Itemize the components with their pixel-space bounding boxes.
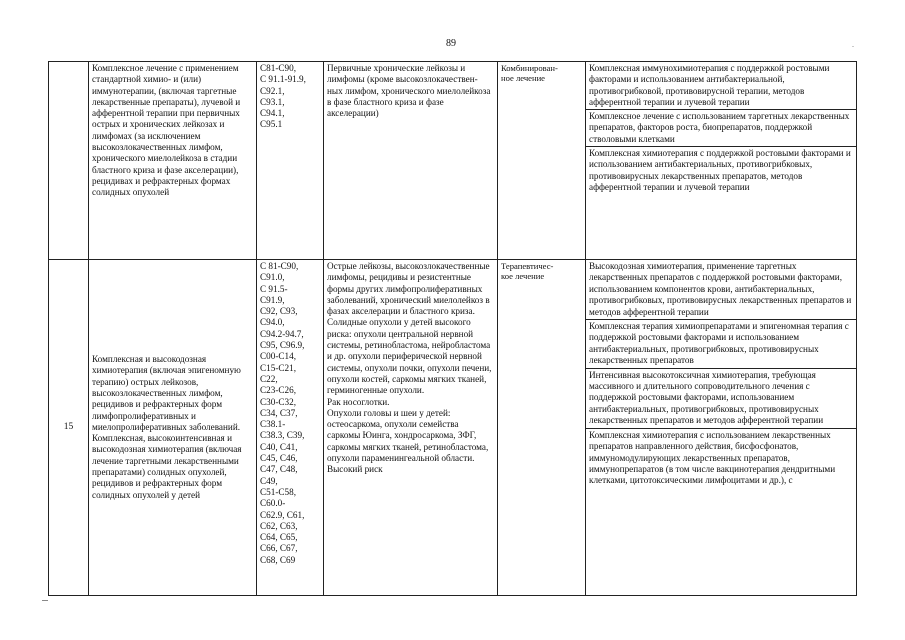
treatment-method: Комплексное лечение с использованием таргетных лекарственных препаратов, факторов роста, биопрепаратов, поддержкой стволовыми клетками	[586, 110, 856, 147]
disease-model: Первичные хронические лейкозы и лимфомы (кроме высокозлокачествен- ных лимфом, хронического миелолейкоза в фазе бластного криза и фазе акселерации)	[324, 62, 498, 260]
treatment-method: Комплексная химиотерапия с использованием лекарственных препаратов направленного действия, бисфосфонатов, иммуномодулирующих лекарственных препаратов, иммунопрепаратов (в том числе вакцинотерапия дендритными клетками, цитотоксическими лимфоцитами и др.), с	[589, 429, 836, 486]
treatment-method: Комплексная химиотерапия с поддержкой ростовыми факторами и использованием антибактериальных, противогрибковых, противовирусных лекарственных препаратов, методов афферентной терапии и лучевой терапии	[589, 148, 851, 192]
care-type-name: Комплексная и высокодозная химиотерапия (включая эпигеномную терапию) острых лейкозов, высокозлокачественных лимфом, рецидивов и рефрактерных форм лимфопролиферативных и миелопролиферативных заболеваний. Комплексная, высокоинтенсивная и высокодозная химиотерапия (включая лечение таргетными лекарственными препаратами) солидных опухолей, рецидивов и рефрактерных форм солидных опухолей у детей	[89, 260, 257, 596]
icd-codes: C 81-C90, C91.0, C 91.5- C91.9, C92, C93, C94.0, C94.2-94.7, C95, C96.9, C00-C14, C15-C21, C22, C23-C26, C30-C32, C34, C37, C38.1- C38.3, C39, C40, C41, C45, C46, C47, C48, C49, C51-C58, C60.0- C62.9, C61, C62, C63, C64, C65, C66, C67, C68, C69	[257, 260, 324, 596]
table-row	[49, 260, 857, 596]
care-type-name: Комплексное лечение с применением стандартной химио- и (или) иммунотерапии, (включая таргетные лекарственные препараты), лучевой и афферентной терапии при первичных острых и хронических лейкозах и лимфомах (за исключением высокозлокачественных лимфом, хронического миелолейкоза в стадии бластного криза и фазе акселерации), рецидивах и рефрактерных формах солидных опухолей	[89, 62, 257, 260]
icd-codes: C81-C90, C 91.1-91.9, C92.1, C93.1, C94.1, C95.1	[257, 62, 324, 260]
treatment-type: Терапевтичес- кое лечение	[498, 260, 586, 596]
treatment-method: Комплексная иммунохимиотерапия с поддержкой ростовыми факторами и использованием антибактериальной, противогрибковой, противовирусной терапии, методов афферентной терапии и лучевой терапии	[586, 62, 856, 110]
treatment-methods	[586, 260, 857, 596]
treatment-methods	[586, 62, 857, 260]
page-number: 89	[446, 38, 456, 49]
row-number: 15	[49, 260, 89, 596]
treatment-method: Интенсивная высокотоксичная химиотерапия, требующая массивного и длительного сопроводительного лечения с поддержкой ростовыми факторами, использованием антибактериальных, противогрибковых, противовирусных лекарственных препаратов и методов афферентной терапии	[586, 369, 856, 429]
row-number	[49, 62, 89, 260]
treatment-method: Комплексная терапия химиопрепаратами и эпигеномная терапия с поддержкой ростовыми факторами и использованием антибактериальных, противогрибковых, противовирусных лекарственных препаратов	[586, 320, 856, 369]
corner-mark: .	[852, 40, 854, 49]
disease-model: Острые лейкозы, высокозлокачественные лимфомы, рецидивы и резистентные формы других лимфопролиферативных заболеваний, хронический миелолейкоз в фазах акселерации и бластного криза. Солидные опухоли у детей высокого риска: опухоли центральной нервной системы, ретинобластома, нейробластома и др. опухоли периферической нервной системы, опухоли почки, опухоли печени, опухоли костей, саркомы мягких тканей, герминогенные опухоли. Рак носоглотки. Опухоли головы и шеи у детей: остеосаркома, опухоли семейства саркомы Юинга, хондросаркома, ЗФГ, саркомы мягких тканей, ретинобластома, опухоли параменингеальной области. Высокий риск	[324, 260, 498, 596]
medical-care-table	[48, 61, 857, 596]
treatment-method: Высокодозная химиотерапия, применение таргетных лекарственных препаратов с поддержкой ростовыми факторами, использованием компонентов крови, антибактериальных, противогрибковых, противовирусных лекарственных препаратов и методов афферентной терапии	[586, 260, 856, 320]
margin-mark	[42, 600, 48, 601]
table-row	[49, 62, 857, 260]
treatment-type: Комбинирован- ное лечение	[498, 62, 586, 260]
